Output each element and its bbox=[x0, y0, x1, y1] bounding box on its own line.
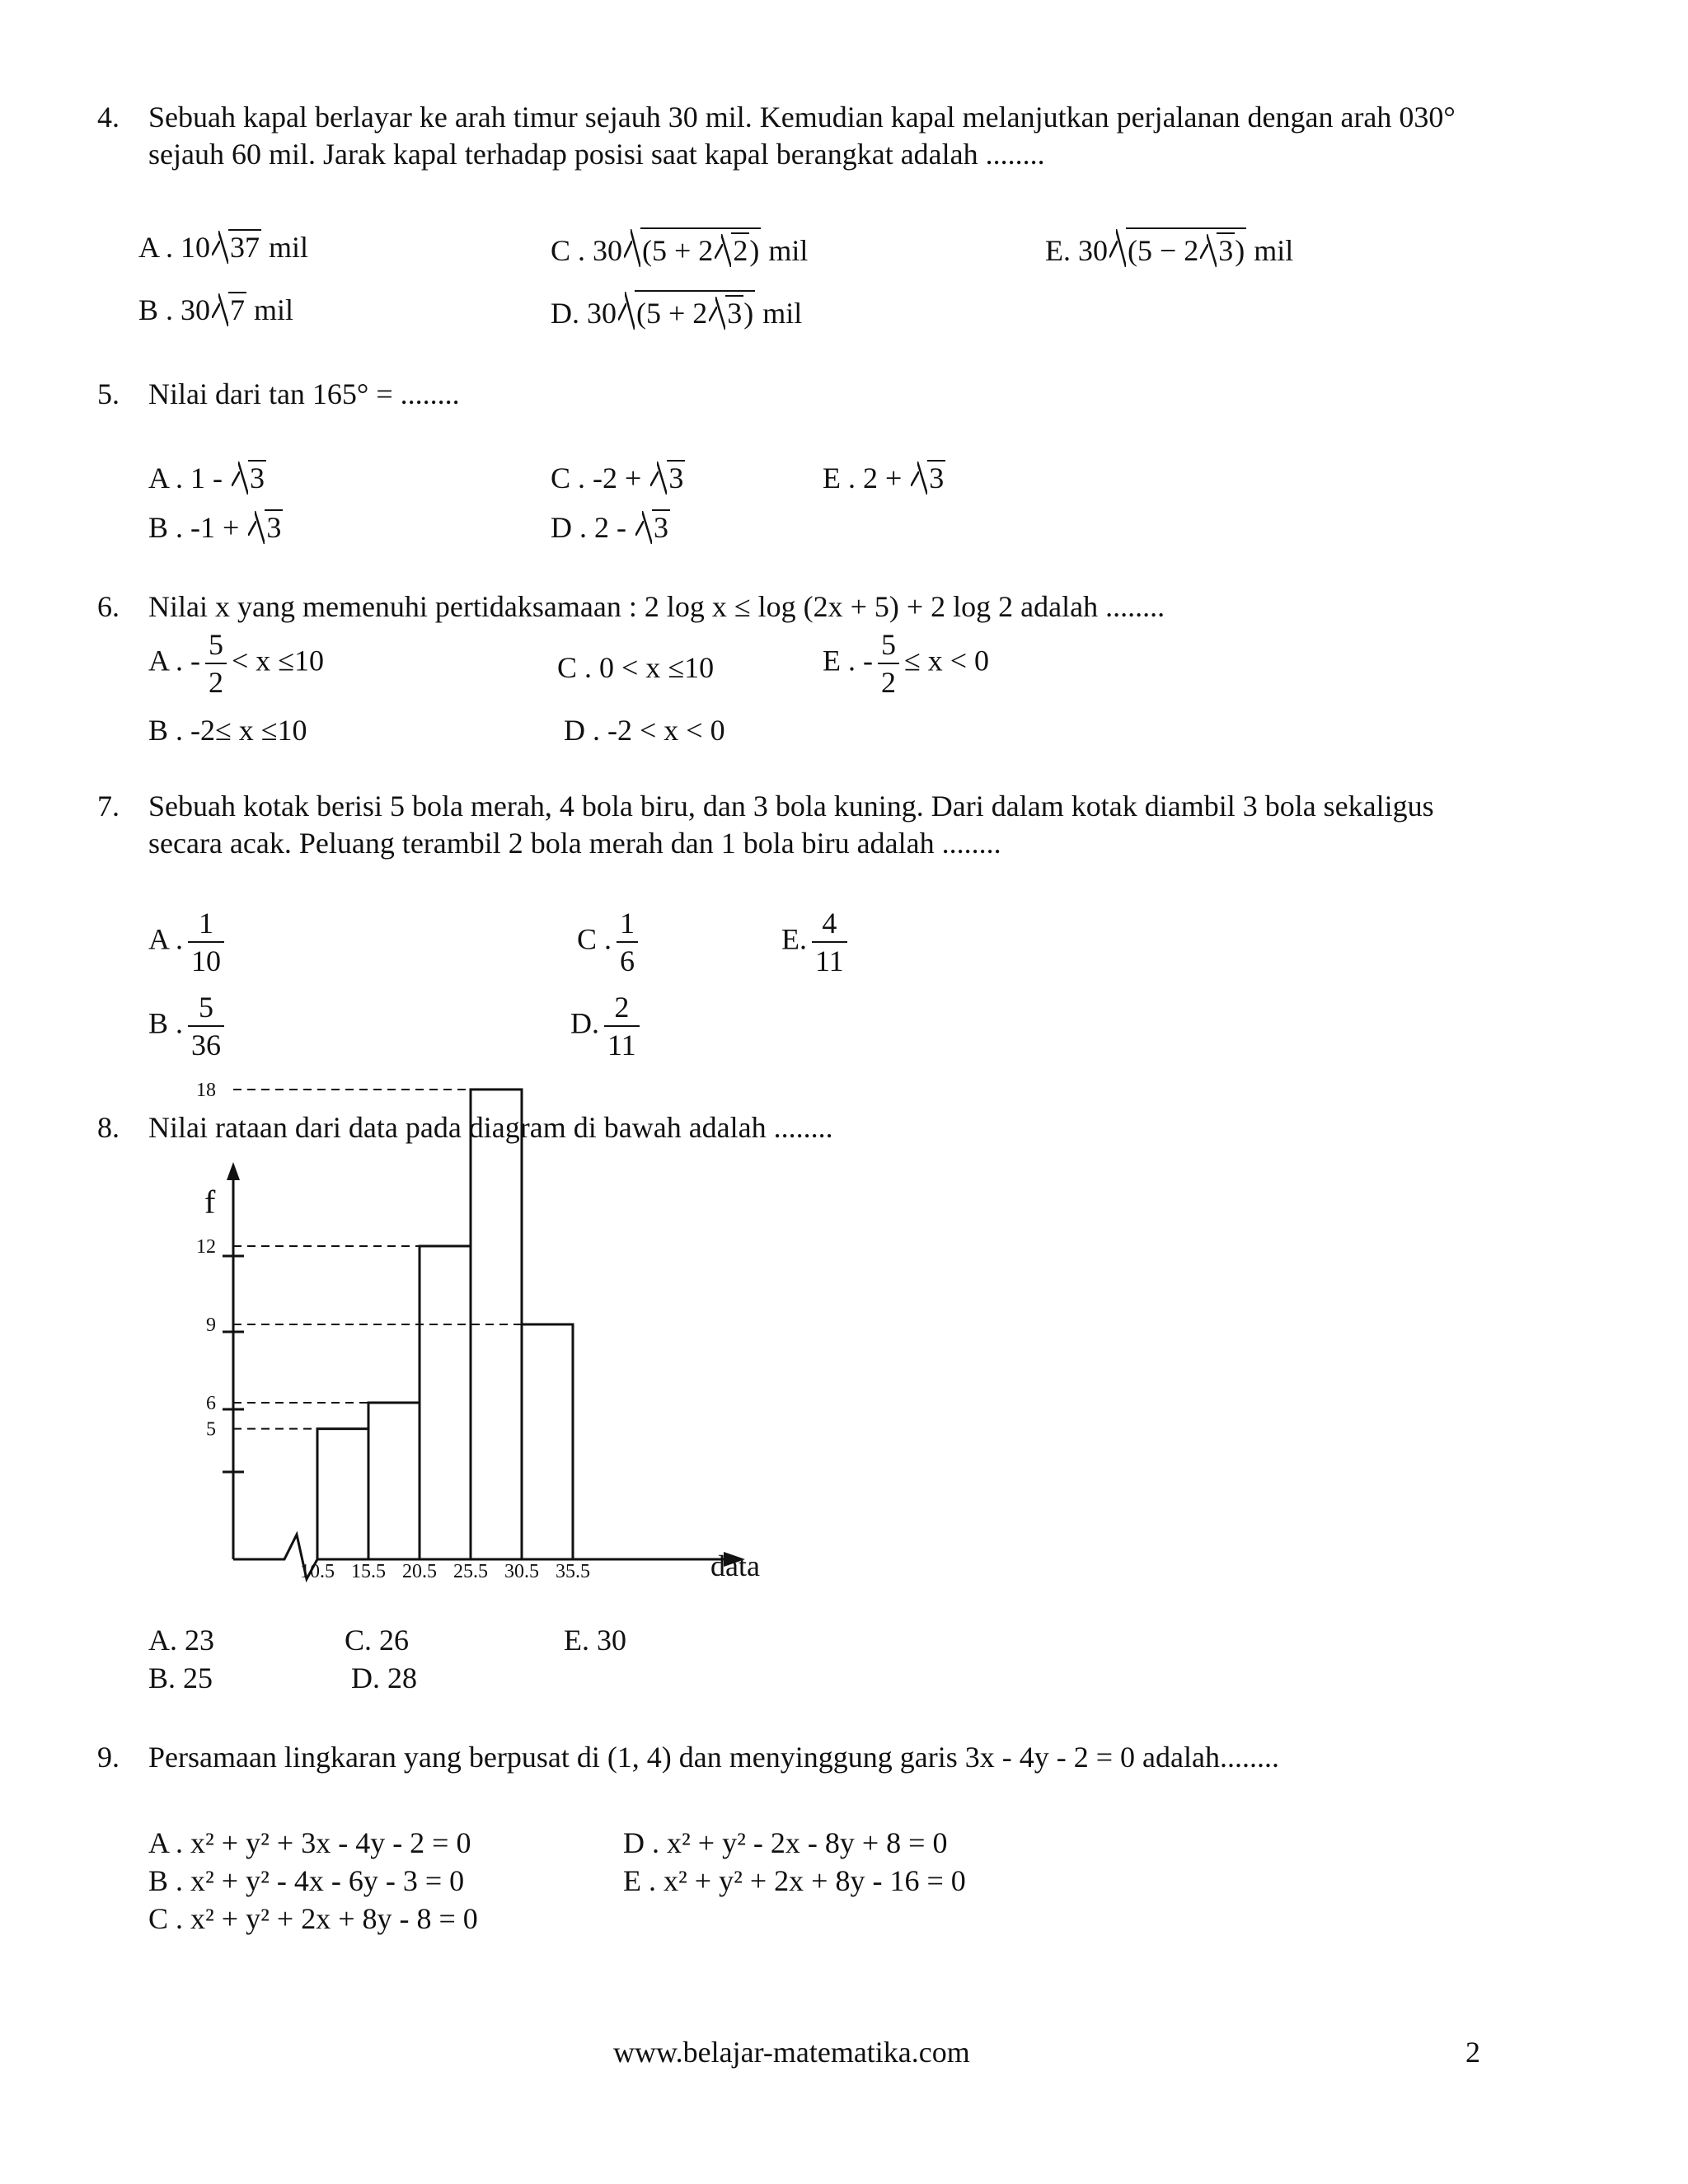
q4-number: 4. bbox=[97, 101, 120, 134]
histogram-bar bbox=[317, 1429, 368, 1559]
y-axis-label: f bbox=[204, 1183, 216, 1221]
x-axis-label: data bbox=[710, 1549, 760, 1582]
y-tick-label: 5 bbox=[206, 1418, 216, 1441]
q5-option-c: C . -2 + 3 bbox=[551, 462, 684, 494]
histogram-bar bbox=[420, 1246, 471, 1559]
fraction: $\frac{5}{2}$ bbox=[205, 626, 227, 701]
q6-option-c: C . 0 < x ≤10 bbox=[557, 651, 715, 684]
q4-text: Sebuah kapal berlayar ke arah timur sejauh 30 mil. Kemudian kapal melanjutkan perjalanan dengan arah 030° sejauh 60 mil. Jarak kapal terhadap posisi saat kapal berangkat adalah ........ bbox=[148, 101, 1456, 171]
q8-option-b: B. 25 bbox=[148, 1661, 213, 1694]
sqrt-symbol: (5 − 2 3) bbox=[1126, 227, 1246, 267]
q4-option-e: E. 30 (5 − 2 3) mil bbox=[1045, 227, 1293, 269]
q8-text: Nilai rataan dari data pada diagram di bawah adalah ........ bbox=[148, 1111, 833, 1144]
q9-option-a: A . x² + y² + 3x - 4y - 2 = 0 bbox=[148, 1826, 471, 1859]
x-tick-label: 25.5 bbox=[453, 1561, 488, 1582]
q4-option-b: B . 30 7 mil bbox=[138, 293, 294, 326]
q5-option-b: B . -1 + 3 bbox=[148, 511, 282, 544]
q7-text: Sebuah kotak berisi 5 bola merah, 4 bola biru, dan 3 bola kuning. Dari dalam kotak diambil 3 bola sekaligus secara acak. Peluang terambil 2 bola merah dan 1 bola biru adalah ........ bbox=[148, 790, 1434, 860]
x-tick-label: 20.5 bbox=[402, 1561, 437, 1582]
sqrt-symbol: 3 bbox=[266, 511, 282, 544]
histogram-bar bbox=[368, 1403, 420, 1559]
q9-option-c: C . x² + y² + 2x + 8y - 8 = 0 bbox=[148, 1902, 478, 1935]
x-tick-label: 10.5 bbox=[300, 1561, 335, 1582]
q6-option-e: E . - $\frac{5}{2}$ ≤ x < 0 bbox=[823, 628, 990, 699]
sqrt-symbol: (5 + 2 2) bbox=[640, 227, 761, 267]
x-tick-label: 15.5 bbox=[351, 1561, 386, 1582]
q5-text: Nilai dari tan 165° = ........ bbox=[148, 377, 460, 410]
q7-option-e: E. $\frac{4}{11}$ bbox=[781, 905, 852, 979]
q7-option-b: B . $\frac{5}{36}$ bbox=[148, 989, 229, 1063]
q9-option-b: B . x² + y² - 4x - 6y - 3 = 0 bbox=[148, 1864, 465, 1897]
fraction: $\frac{2}{11}$ bbox=[604, 989, 640, 1063]
x-tick-label: 30.5 bbox=[504, 1561, 539, 1582]
sqrt-symbol: 3 bbox=[654, 511, 668, 544]
q5-option-e: E . 2 + 3 bbox=[823, 462, 945, 494]
q7-option-a: A . $\frac{1}{10}$ bbox=[148, 905, 229, 979]
fraction: $\frac{1}{10}$ bbox=[188, 905, 224, 979]
footer-url: www.belajar-matematika.com bbox=[613, 2036, 970, 2069]
y-tick-label: 9 bbox=[206, 1314, 216, 1336]
q8-number: 8. bbox=[97, 1111, 120, 1144]
q6-option-b: B . -2≤ x ≤10 bbox=[148, 714, 307, 747]
q6-option-a: A . - $\frac{5}{2}$ < x ≤10 bbox=[148, 628, 325, 699]
x-tick-label: 35.5 bbox=[556, 1561, 590, 1582]
q4-option-a: A . 10 37 mil bbox=[138, 231, 309, 264]
sqrt-symbol: 3 bbox=[929, 462, 945, 494]
q8-option-c: C. 26 bbox=[345, 1624, 410, 1657]
q7-number: 7. bbox=[97, 790, 120, 823]
fraction: $\frac{5}{36}$ bbox=[188, 989, 224, 1063]
sqrt-symbol: (5 + 2 3) bbox=[635, 290, 755, 330]
q9-option-e: E . x² + y² + 2x + 8y - 16 = 0 bbox=[623, 1864, 966, 1897]
q8-option-e: E. 30 bbox=[564, 1624, 626, 1657]
q6-option-d: D . -2 < x < 0 bbox=[564, 714, 725, 747]
y-tick-label: 6 bbox=[206, 1392, 216, 1414]
q4-option-c: C . 30 (5 + 2 2) mil bbox=[551, 227, 808, 269]
sqrt-symbol: 37 bbox=[230, 231, 260, 264]
q7-option-c: C . $\frac{1}{6}$ bbox=[577, 905, 643, 979]
q5-number: 5. bbox=[97, 377, 120, 410]
y-tick-label: 12 bbox=[196, 1235, 216, 1258]
fraction: $\frac{4}{11}$ bbox=[812, 905, 847, 979]
q7-option-d: D. $\frac{2}{11}$ bbox=[570, 989, 645, 1063]
q9-text: Persamaan lingkaran yang berpusat di (1, 4) dan menyinggung garis 3x - 4y - 2 = 0 adalah........ bbox=[148, 1741, 1279, 1774]
histogram-bar bbox=[522, 1324, 573, 1559]
q5-option-d: D . 2 - 3 bbox=[551, 511, 668, 544]
q6-text: Nilai x yang memenuhi pertidaksamaan : 2 log x ≤ log (2x + 5) + 2 log 2 adalah ........ bbox=[148, 590, 1165, 623]
y-tick-label: 18 bbox=[196, 1079, 216, 1101]
q8-option-a: A. 23 bbox=[148, 1624, 214, 1657]
sqrt-symbol: 7 bbox=[230, 293, 246, 326]
fraction: $\frac{5}{2}$ bbox=[878, 626, 899, 701]
sqrt-symbol: 3 bbox=[668, 462, 684, 494]
q8-option-d: D. 28 bbox=[351, 1661, 417, 1694]
q9-number: 9. bbox=[97, 1741, 120, 1774]
page-number: 2 bbox=[1465, 2036, 1480, 2069]
q6-number: 6. bbox=[97, 590, 120, 623]
q5-option-a: A . 1 - 3 bbox=[148, 462, 265, 494]
fraction: $\frac{1}{6}$ bbox=[617, 905, 638, 979]
sqrt-symbol: 3 bbox=[250, 462, 265, 494]
y-axis-arrow bbox=[227, 1162, 240, 1180]
q9-option-d: D . x² + y² - 2x - 8y + 8 = 0 bbox=[623, 1826, 948, 1859]
q4-option-d: D. 30 (5 + 2 3) mil bbox=[551, 290, 802, 331]
